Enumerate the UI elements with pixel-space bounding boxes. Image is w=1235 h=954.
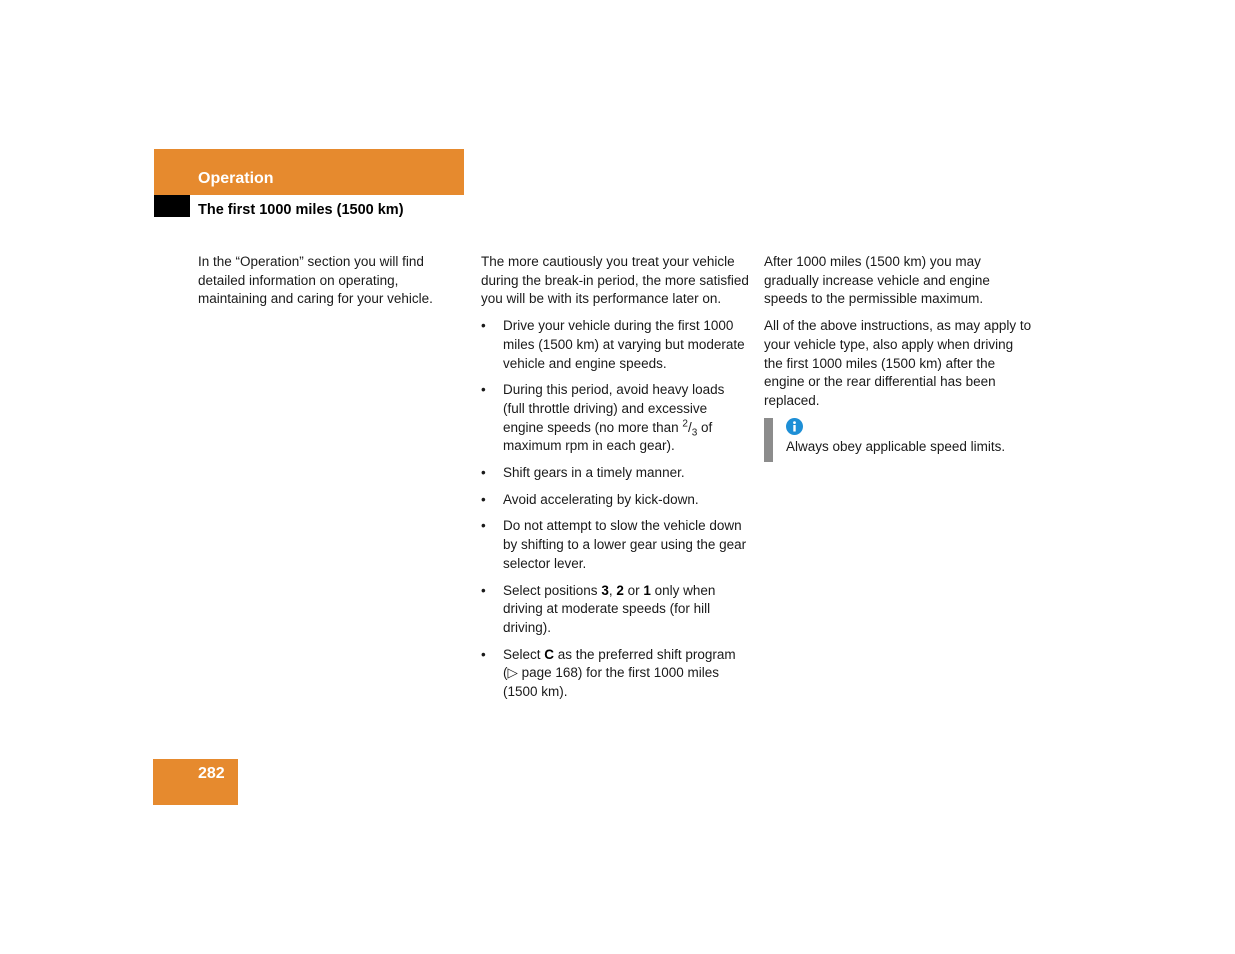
- bullet-icon: •: [481, 465, 486, 481]
- fraction-numerator: 2: [682, 418, 688, 430]
- intro-paragraph: In the “Operation” section you will find detailed information on operating, maintaining and caring for your vehicle.: [198, 254, 433, 307]
- shift-program-c: C: [544, 646, 555, 662]
- fraction-denominator: 3: [691, 427, 698, 439]
- list-item: • Avoid accelerating by kick-down.: [481, 491, 749, 510]
- info-note-text: Always obey applicable speed limits.: [786, 438, 1006, 454]
- bullet-icon: •: [481, 382, 486, 398]
- break-in-list: [481, 317, 749, 702]
- page-number-box: [153, 759, 238, 805]
- section-tab-marker: [154, 195, 190, 217]
- info-note: [764, 418, 1032, 462]
- gear-position-3: 3: [601, 582, 609, 598]
- replacement-paragraph: All of the above instructions, as may apply to your vehicle type, also apply when driving the first 1000 miles (1500 km) after the engine or the rear differential has been replaced.: [764, 318, 1032, 408]
- gear-position-1: 1: [643, 582, 651, 598]
- subsection-title: The first 1000 miles (1500 km): [198, 202, 404, 218]
- column-middle: [481, 253, 749, 710]
- gear-position-2: 2: [616, 582, 624, 598]
- after-break-in-paragraph: After 1000 miles (1500 km) you may gradually increase vehicle and engine speeds to the permissible maximum.: [764, 254, 990, 307]
- list-item: • Select C as the preferred shift program (▷ page 168) for the first 1000 miles (1500 km).: [481, 646, 736, 700]
- bullet-icon: •: [481, 318, 486, 334]
- column-right: [764, 253, 1032, 462]
- list-item: • Drive your vehicle during the first 1000 miles (1500 km) at varying but moderate vehicle and engine speeds.: [481, 318, 745, 371]
- bullet-icon: •: [481, 491, 486, 507]
- info-icon: [786, 418, 803, 435]
- column-left: [198, 253, 458, 317]
- page-number: 282: [198, 765, 225, 782]
- break-in-paragraph: The more cautiously you treat your vehicle during the break-in period, the more satisfied you will be with its performance later on.: [481, 254, 749, 307]
- bullet-icon: •: [481, 582, 486, 598]
- section-title: Operation: [198, 170, 274, 187]
- list-item: • Do not attempt to slow the vehicle down by shifting to a lower gear using the gear selector lever.: [481, 518, 747, 571]
- bullet-icon: •: [481, 518, 486, 534]
- list-item: • During this period, avoid heavy loads (full throttle driving) and excessive engine speeds (no more than $^2/_3$ of maximum rpm in each gear).: [481, 382, 725, 454]
- info-note-bar: [764, 418, 773, 462]
- list-item: • Shift gears in a timely manner.: [481, 464, 749, 483]
- list-item: • Select positions 3, 2 or 1 only when driving at moderate speeds (for hill driving).: [481, 582, 716, 635]
- bullet-icon: •: [481, 646, 486, 662]
